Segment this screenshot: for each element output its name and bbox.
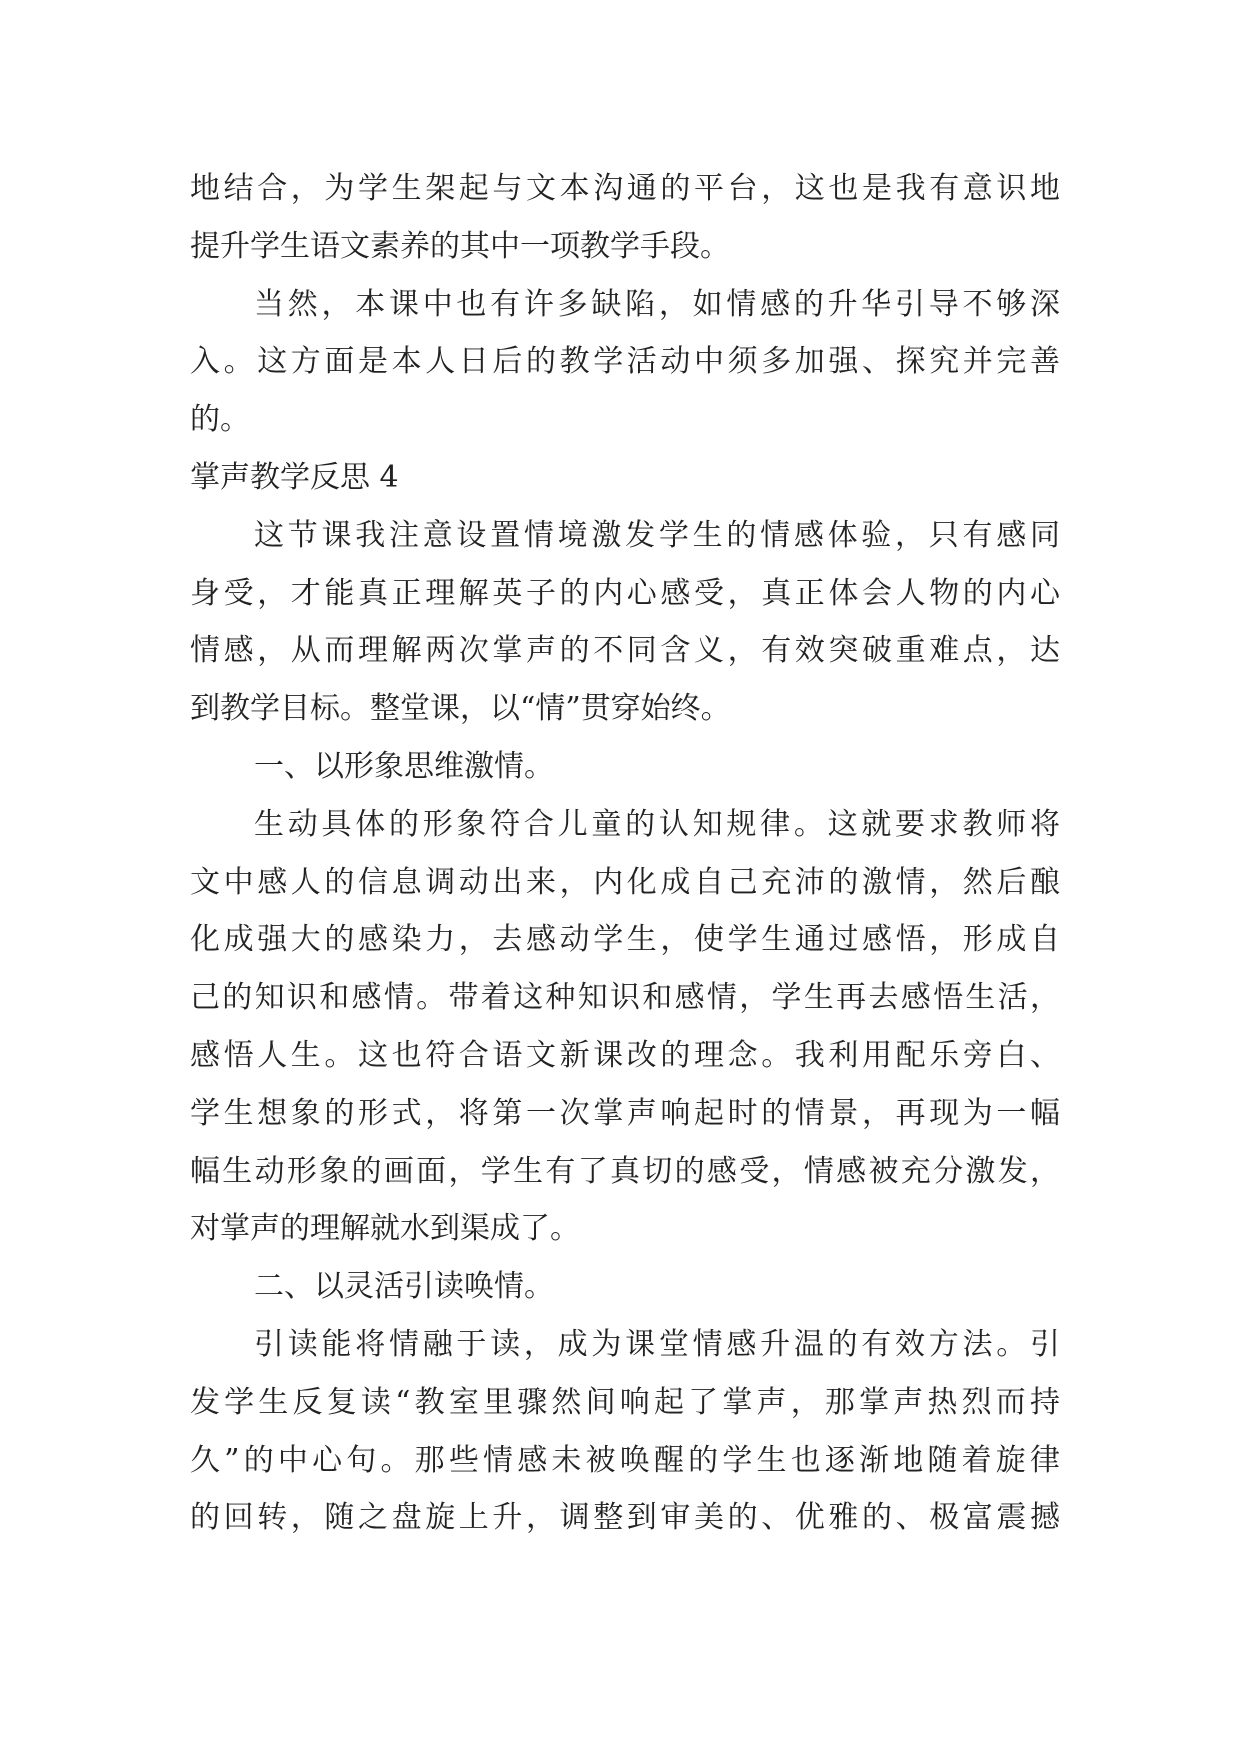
text-line: 到教学目标。整堂课，以“情”贯穿始终。 [190, 691, 731, 727]
text-line: 感悟人生。这也符合语文新课改的理念。我利用配乐旁白、 [190, 1037, 1060, 1073]
text-line: 入。这方面是本人日后的教学活动中须多加强、探究并完善 [190, 344, 1060, 380]
text-line: 化成强大的感染力，去感动学生，使学生通过感悟，形成自 [190, 922, 1060, 958]
text-line: 久”的中心句。那些情感未被唤醒的学生也逐渐地随着旋律 [190, 1442, 1060, 1478]
section-heading: 掌声教学反思 4 [190, 459, 399, 495]
subheading-line: 二、以灵活引读唤情。 [254, 1269, 554, 1305]
text-line: 对掌声的理解就水到渠成了。 [190, 1211, 580, 1247]
text-line: 这节课我注意设置情境激发学生的情感体验，只有感同 [254, 517, 1060, 553]
text-line: 幅生动形象的画面，学生有了真切的感受，情感被充分激发， [190, 1153, 1060, 1189]
text-line: 的。 [190, 402, 250, 438]
text-line: 发学生反复读“教室里骤然间响起了掌声，那掌声热烈而持 [190, 1384, 1060, 1420]
text-line: 引读能将情融于读，成为课堂情感升温的有效方法。引 [254, 1326, 1060, 1362]
text-line: 生动具体的形象符合儿童的认知规律。这就要求教师将 [254, 806, 1060, 842]
text-line: 己的知识和感情。带着这种知识和感情，学生再去感悟生活， [190, 980, 1060, 1016]
text-line: 的回转，随之盘旋上升，调整到审美的、优雅的、极富震撼 [190, 1500, 1060, 1536]
text-line: 当然，本课中也有许多缺陷，如情感的升华引导不够深 [254, 286, 1060, 322]
text-line: 提升学生语文素养的其中一项教学手段。 [190, 228, 730, 264]
text-line: 身受，才能真正理解英子的内心感受，真正体会人物的内心 [190, 575, 1060, 611]
text-line: 地结合，为学生架起与文本沟通的平台，这也是我有意识地 [190, 171, 1060, 206]
body-text [190, 160, 1060, 1547]
text-line: 文中感人的信息调动出来，内化成自己充沛的激情，然后酿 [190, 864, 1060, 900]
subheading-line: 一、以形象思维激情。 [254, 748, 554, 784]
text-line: 情感，从而理解两次掌声的不同含义，有效突破重难点，达 [190, 633, 1060, 669]
text-line: 学生想象的形式，将第一次掌声响起时的情景，再现为一幅 [190, 1095, 1060, 1131]
